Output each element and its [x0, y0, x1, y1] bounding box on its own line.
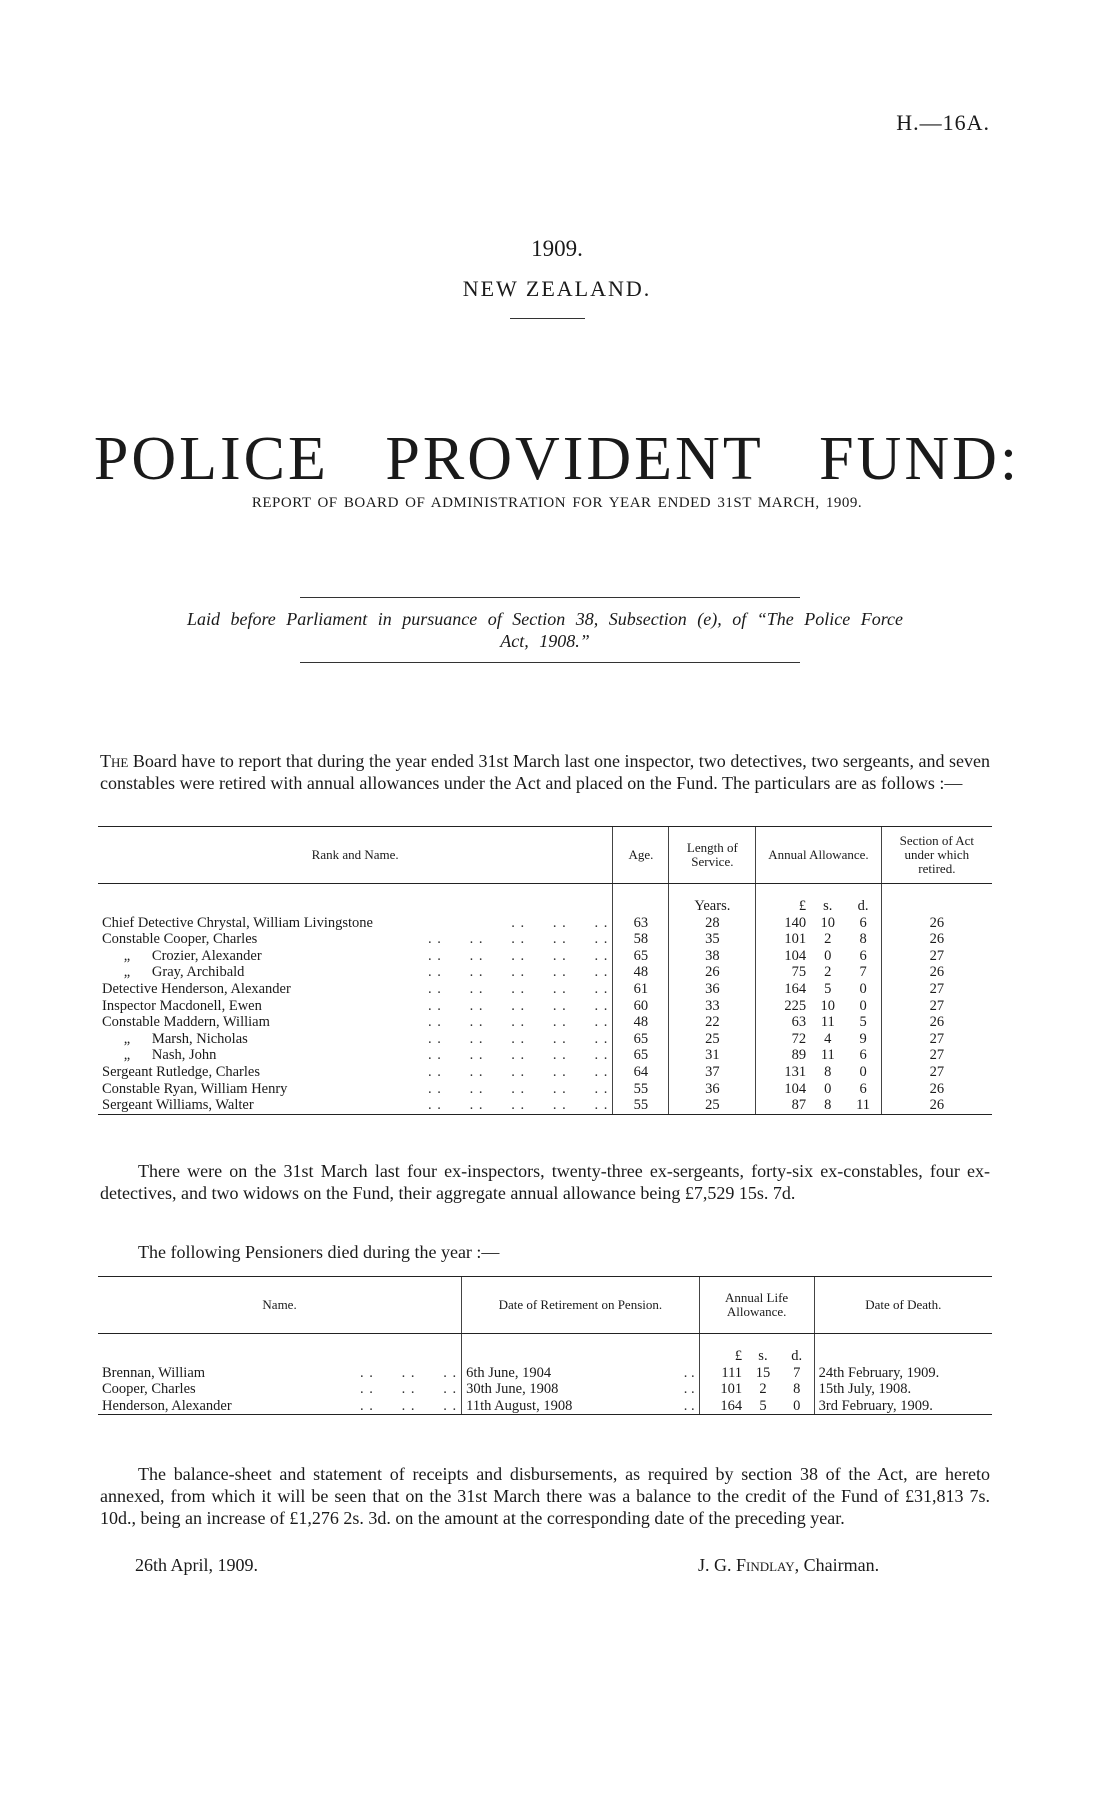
shillings-cell: 2	[759, 1381, 767, 1398]
name-cell	[98, 981, 613, 998]
section-cell: 26	[881, 931, 992, 948]
age-cell: 58	[613, 931, 669, 948]
name-text: Constable Ryan, William Henry	[102, 1080, 288, 1097]
age-cell: 65	[613, 948, 669, 965]
name-text: „ Crozier, Alexander	[102, 947, 262, 964]
table-row	[98, 981, 992, 998]
section-cell: 27	[881, 1031, 992, 1048]
signatory-name: J. G. Findlay	[698, 1555, 795, 1575]
unit-years: Years.	[669, 898, 756, 915]
service-cell: 36	[669, 981, 756, 998]
age-cell: 65	[613, 1047, 669, 1064]
table-row	[98, 1047, 992, 1064]
shillings-cell: 4	[824, 1030, 832, 1047]
page-title: POLICE PROVIDENT FUND:	[93, 425, 1021, 493]
pounds-cell: 72	[756, 1031, 810, 1048]
col-header-death: Date of Death.	[814, 1277, 992, 1334]
shillings-cell: 5	[746, 1398, 780, 1415]
pence-cell: 6	[859, 914, 867, 931]
name-cell	[98, 948, 613, 965]
pence-cell: 0	[859, 997, 867, 1014]
shillings-cell: 8	[824, 1063, 832, 1080]
leader-dots: . . . . . . . . . .	[427, 1063, 609, 1080]
leader-dots: . . . . . . . . . .	[427, 1097, 609, 1114]
name-cell	[98, 1031, 613, 1048]
leader-dots: . . . . . . . . . .	[427, 1047, 609, 1064]
unit-pounds: £	[756, 898, 810, 915]
section-cell: 26	[881, 964, 992, 981]
section-cell: 27	[881, 981, 992, 998]
age-cell: 55	[613, 1097, 669, 1114]
col-header-retirement: Date of Retirement on Pension.	[462, 1277, 699, 1334]
service-cell: 28	[669, 915, 756, 932]
table-row	[98, 1064, 992, 1081]
table-header-row	[98, 1277, 992, 1334]
col-header-service: Length of Service.	[669, 827, 756, 884]
leader-dots: . . . . . .	[359, 1397, 458, 1414]
leader-dots: . . . . . . . . . .	[427, 947, 609, 964]
col-header-age: Age.	[613, 827, 669, 884]
name-cell	[98, 1064, 613, 1081]
divider	[510, 318, 585, 319]
name-cell	[98, 915, 613, 932]
pounds-cell: 101	[699, 1381, 746, 1398]
name-cell	[98, 1097, 613, 1114]
age-cell: 48	[613, 964, 669, 981]
section-cell: 26	[881, 1097, 992, 1114]
report-date: 26th April, 1909.	[135, 1555, 259, 1575]
unit-pence: d.	[857, 898, 869, 914]
service-cell: 25	[669, 1031, 756, 1048]
col-header-life-allowance: Annual Life Allowance.	[699, 1277, 814, 1334]
retirement-date-text: 11th August, 1908	[466, 1397, 573, 1414]
laid-line-2: Act, 1908.”	[500, 631, 590, 651]
service-cell: 38	[669, 948, 756, 965]
table-row	[98, 931, 992, 948]
name-cell	[98, 1047, 613, 1064]
col-header-section: Section of Act under which retired.	[881, 827, 992, 884]
col-header-allowance: Annual Allowance.	[756, 827, 882, 884]
retirement-date-cell	[462, 1398, 699, 1415]
name-text: Constable Maddern, William	[102, 1014, 270, 1031]
pounds-cell: 89	[756, 1047, 810, 1064]
age-cell: 55	[613, 1081, 669, 1098]
table-header-row	[98, 827, 992, 884]
pence-cell: 6	[859, 1047, 867, 1064]
units-row	[98, 1348, 992, 1365]
name-text: Constable Cooper, Charles	[102, 931, 258, 948]
divider	[300, 662, 800, 663]
name-text: „ Marsh, Nicholas	[102, 1030, 248, 1047]
pounds-cell: 87	[756, 1097, 810, 1114]
table-row	[98, 1398, 992, 1415]
leader-dots: . .	[683, 1397, 695, 1414]
leader-dots: . . . . . .	[511, 914, 609, 931]
signature-block	[698, 1555, 879, 1576]
pence-cell: 7	[859, 964, 867, 981]
shillings-cell: 10	[820, 914, 836, 931]
leader-dots: . . . . . . . . . .	[427, 1030, 609, 1047]
pence-cell: 5	[859, 1014, 867, 1031]
unit-pounds: £	[699, 1348, 746, 1365]
section-cell: 26	[881, 1014, 992, 1031]
laid-line-1: Laid before Parliament in pursuance of Section 38, Subsection (e), of “The Police Force	[186, 609, 904, 629]
pounds-cell: 131	[756, 1064, 810, 1081]
death-date-cell: 15th July, 1908.	[814, 1381, 992, 1398]
age-cell: 64	[613, 1064, 669, 1081]
name-text: „ Gray, Archibald	[102, 964, 245, 981]
intro-text: Board have to report that during the year ended 31st March last one inspector, two detectives, two sergeants, and seven constables were retired with annual allowances under the Act and placed on the Fund. The particulars are as follows :—	[100, 751, 991, 793]
section-cell: 27	[881, 1064, 992, 1081]
name-text: Brennan, William	[102, 1364, 206, 1381]
shillings-cell: 11	[820, 1014, 835, 1031]
name-cell	[98, 1365, 462, 1382]
name-text: Inspector Macdonell, Ewen	[102, 997, 262, 1014]
pence-cell: 11	[845, 1097, 881, 1114]
name-text: „ Nash, John	[102, 1047, 217, 1064]
leader-dots: . . . . . . . . . .	[427, 997, 609, 1014]
table-row	[98, 964, 992, 981]
document-code: H.—16A.	[896, 110, 990, 135]
table-row	[98, 948, 992, 965]
col-header-rank-name: Rank and Name.	[98, 827, 613, 884]
divider	[300, 597, 800, 598]
name-cell	[98, 931, 613, 948]
pence-cell: 6	[859, 1080, 867, 1097]
intro-paragraph	[100, 750, 990, 794]
laid-before-notice	[100, 608, 990, 652]
pounds-cell: 140	[756, 915, 810, 932]
retired-members-table	[98, 826, 992, 1115]
name-text: Sergeant Williams, Walter	[102, 1097, 254, 1114]
report-year: 1909.	[531, 236, 583, 261]
page-subtitle: REPORT OF BOARD OF ADMINISTRATION FOR YEAR ENDED 31ST MARCH, 1909.	[251, 495, 863, 511]
age-cell: 48	[613, 1014, 669, 1031]
signatory-role: , Chairman.	[794, 1555, 880, 1575]
unit-shillings: s.	[758, 1348, 768, 1364]
pounds-cell: 164	[699, 1398, 746, 1415]
shillings-cell: 8	[810, 1097, 845, 1114]
section-cell: 27	[881, 1047, 992, 1064]
table-row	[98, 1031, 992, 1048]
table-row	[98, 1014, 992, 1031]
section-cell: 27	[881, 948, 992, 965]
pounds-cell: 101	[756, 931, 810, 948]
leader-dots: . . . . . . . . . .	[427, 980, 609, 997]
service-cell: 33	[669, 998, 756, 1015]
name-cell	[98, 1398, 462, 1415]
pence-cell: 8	[793, 1381, 801, 1398]
leader-dots: . . . . . .	[359, 1364, 458, 1381]
balance-paragraph: The balance-sheet and statement of receipts and disbursements, as required by section 38 of the Act, are hereto annexed, from which it will be seen that on the 31st March there was a balance to the credit of the Fund of £31,813 7s. 10d., being an increase of £1,276 2s. 3d. on the amount at the corresponding date of the preceding year.	[100, 1464, 990, 1528]
unit-shillings: s.	[823, 898, 833, 914]
section-cell: 26	[881, 915, 992, 932]
pounds-cell: 164	[756, 981, 810, 998]
pence-cell: 0	[859, 980, 867, 997]
age-cell: 63	[613, 915, 669, 932]
pence-cell: 7	[793, 1364, 801, 1381]
name-text: Chief Detective Chrystal, William Livingstone	[102, 914, 373, 931]
service-cell: 37	[669, 1064, 756, 1081]
leader-dots: . . . . . . . . . .	[427, 1080, 609, 1097]
pounds-cell: 75	[756, 964, 810, 981]
shillings-cell: 2	[824, 931, 832, 948]
pounds-cell: 63	[756, 1014, 810, 1031]
name-cell	[98, 1014, 613, 1031]
death-date-cell: 24th February, 1909.	[814, 1365, 992, 1382]
age-cell: 60	[613, 998, 669, 1015]
name-text: Cooper, Charles	[102, 1381, 196, 1398]
intro-lead-word: The	[100, 751, 129, 771]
shillings-cell: 5	[824, 980, 832, 997]
leader-dots: . .	[683, 1364, 695, 1381]
retirement-date-cell	[462, 1381, 699, 1398]
table-row	[98, 1081, 992, 1098]
pounds-cell: 104	[756, 1081, 810, 1098]
service-cell: 25	[669, 1097, 756, 1114]
pounds-cell: 104	[756, 948, 810, 965]
service-cell: 22	[669, 1014, 756, 1031]
name-cell	[98, 1081, 613, 1098]
summary-paragraph: There were on the 31st March last four ex-inspectors, twenty-three ex-sergeants, forty-six ex-constables, four ex-detectives, and two widows on the Fund, their aggregate annual allowance being £7,529 15s. 7d.	[100, 1161, 990, 1203]
leader-dots: . . . . . . . . . .	[427, 1014, 609, 1031]
shillings-cell: 0	[824, 947, 832, 964]
units-row	[98, 898, 992, 915]
table-row	[98, 1365, 992, 1382]
name-text: Henderson, Alexander	[102, 1397, 232, 1414]
shillings-cell: 2	[824, 964, 832, 981]
pounds-cell: 111	[699, 1365, 746, 1382]
shillings-cell: 10	[820, 997, 836, 1014]
retirement-date-cell	[462, 1365, 699, 1382]
table-row	[98, 1097, 992, 1114]
pence-cell: 8	[859, 931, 867, 948]
service-cell: 35	[669, 931, 756, 948]
table-row	[98, 1381, 992, 1398]
leader-dots: . . . . . . . . . .	[427, 931, 609, 948]
shillings-cell: 0	[824, 1080, 832, 1097]
retirement-date-text: 30th June, 1908	[466, 1381, 559, 1398]
name-cell	[98, 1381, 462, 1398]
deceased-pensioners-table	[98, 1276, 992, 1415]
service-cell: 36	[669, 1081, 756, 1098]
age-cell: 61	[613, 981, 669, 998]
pence-cell: 6	[859, 947, 867, 964]
pence-cell: 0	[859, 1063, 867, 1080]
retirement-date-text: 6th June, 1904	[466, 1364, 552, 1381]
deaths-intro: The following Pensioners died during the year :—	[138, 1242, 500, 1262]
death-date-cell: 3rd February, 1909.	[814, 1398, 992, 1415]
country-heading: NEW ZEALAND.	[462, 276, 652, 301]
service-cell: 31	[669, 1047, 756, 1064]
table-row	[98, 915, 992, 932]
name-cell	[98, 964, 613, 981]
pounds-cell: 225	[756, 998, 810, 1015]
name-text: Detective Henderson, Alexander	[102, 980, 291, 997]
name-cell	[98, 998, 613, 1015]
pence-cell: 0	[780, 1398, 814, 1415]
section-cell: 26	[881, 1081, 992, 1098]
unit-pence: d.	[791, 1348, 803, 1364]
table-row	[98, 998, 992, 1015]
shillings-cell: 15	[755, 1364, 771, 1381]
shillings-cell: 11	[820, 1047, 835, 1064]
name-text: Sergeant Rutledge, Charles	[102, 1063, 260, 1080]
service-cell: 26	[669, 964, 756, 981]
col-header-name: Name.	[98, 1277, 462, 1334]
section-cell: 27	[881, 998, 992, 1015]
leader-dots: . . . . . .	[359, 1381, 458, 1398]
leader-dots: . . . . . . . . . .	[427, 964, 609, 981]
pence-cell: 9	[859, 1030, 867, 1047]
leader-dots: . .	[683, 1381, 695, 1398]
age-cell: 65	[613, 1031, 669, 1048]
